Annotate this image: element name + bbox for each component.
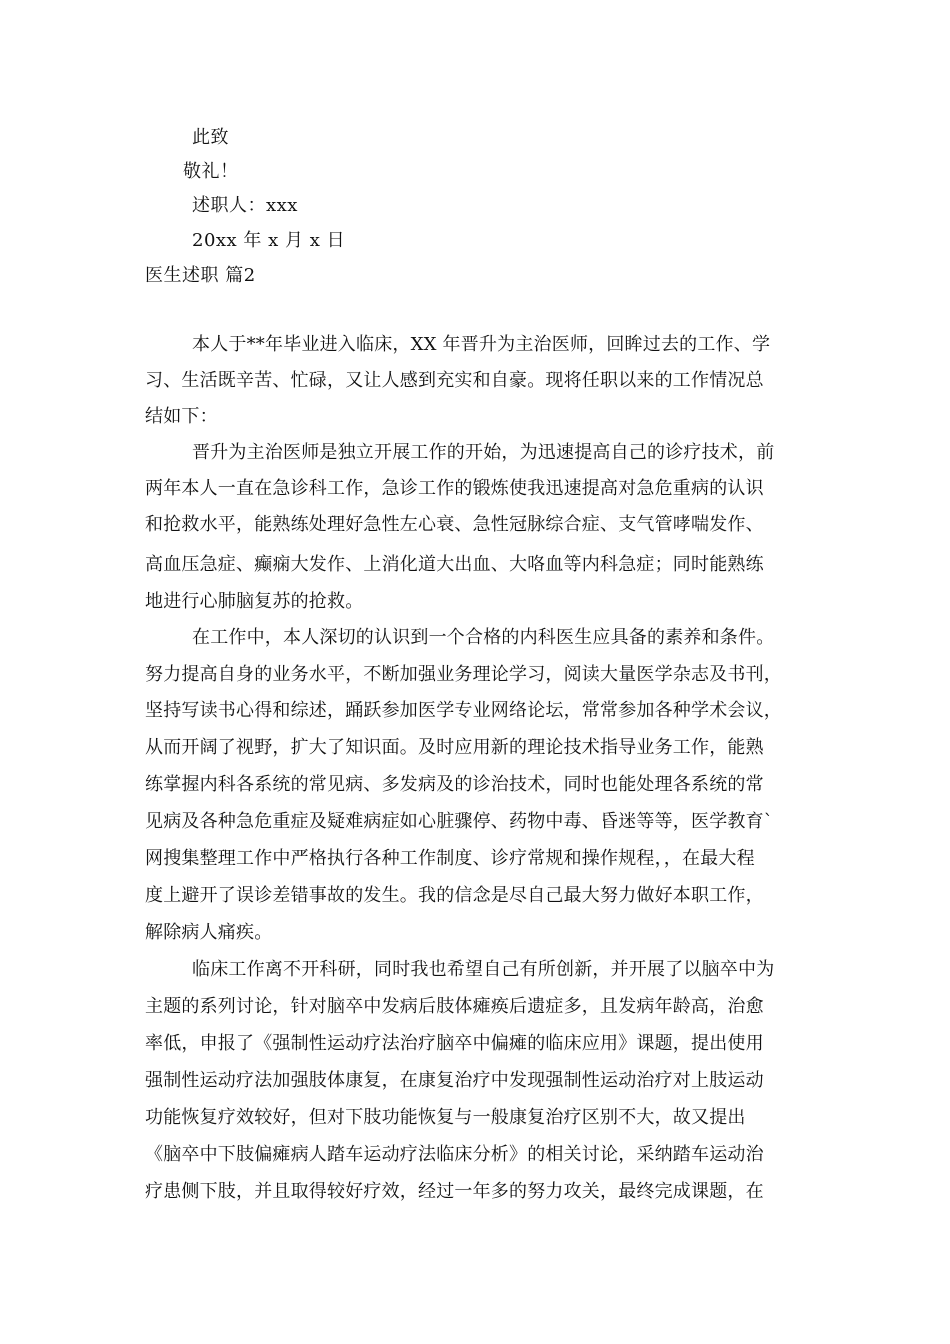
body-line: 《脑卒中下肢偏瘫病人踏车运动疗法临床分析》的相关讨论，采纳踏车运动治: [145, 1144, 764, 1165]
body-line: 结如下：: [145, 406, 218, 427]
body-line: 从而开阔了视野，扩大了知识面。及时应用新的理论技术指导业务工作，能熟: [145, 737, 764, 758]
body-line: 习、生活既辛苦、忙碌，又让人感到充实和自豪。现将任职以来的工作情况总: [145, 370, 764, 391]
body-line: 在工作中，本人深切的认识到一个合格的内科医生应具备的素养和条件。: [192, 627, 775, 648]
closing-jingli: 敬礼！: [183, 161, 239, 182]
closing-author: 述职人：xxx: [192, 195, 298, 216]
body-line: 地进行心肺脑复苏的抢救。: [145, 591, 364, 612]
closing-cizhi: 此致: [192, 127, 229, 148]
body-line: 见病及各种急危重症及疑难病症如心脏骤停、药物中毒、昏迷等等，医学教育`: [145, 811, 773, 832]
body-line: 和抢救水平，能熟练处理好急性左心衰、急性冠脉综合症、支气管哮喘发作、: [145, 514, 764, 535]
body-line: 主题的系列讨论，针对脑卒中发病后肢体瘫痪后遗症多，且发病年龄高，治愈: [145, 996, 764, 1017]
closing-date: 20xx 年 x 月 x 日: [192, 230, 346, 251]
body-line: 网搜集整理工作中严格执行各种工作制度、诊疗常规和操作规程，，在最大程: [145, 848, 755, 869]
body-line: 解除病人痛疾。: [145, 922, 273, 943]
section-heading: 医生述职 篇2: [145, 265, 256, 286]
body-line: 坚持写读书心得和综述，踊跃参加医学专业网络论坛，常常参加各种学术会议，: [145, 700, 782, 721]
body-line: 率低，申报了《强制性运动疗法治疗脑卒中偏瘫的临床应用》课题，提出使用: [145, 1033, 764, 1054]
body-line: 临床工作离不开科研，同时我也希望自己有所创新，并开展了以脑卒中为: [192, 959, 775, 980]
body-line: 努力提高自身的业务水平，不断加强业务理论学习，阅读大量医学杂志及书刊，: [145, 664, 782, 685]
body-line: 练掌握内科各系统的常见病、多发病及的诊治技术，同时也能处理各系统的常: [145, 774, 764, 795]
body-line: 两年本人一直在急诊科工作，急诊工作的锻炼使我迅速提高对急危重病的认识: [145, 478, 764, 499]
body-line: 强制性运动疗法加强肢体康复，在康复治疗中发现强制性运动治疗对上肢运动: [145, 1070, 764, 1091]
body-line: 高血压急症、癫痫大发作、上消化道大出血、大咯血等内科急症；同时能熟练: [145, 554, 764, 575]
body-line: 本人于**年毕业进入临床，XX 年晋升为主治医师，回眸过去的工作、学: [192, 334, 771, 355]
body-line: 疗患侧下肢，并且取得较好疗效，经过一年多的努力攻关，最终完成课题，在: [145, 1181, 764, 1202]
body-line: 晋升为主治医师是独立开展工作的开始，为迅速提高自己的诊疗技术，前: [192, 442, 775, 463]
body-line: 功能恢复疗效较好，但对下肢功能恢复与一般康复治疗区别不大，故又提出: [145, 1107, 746, 1128]
body-line: 度上避开了误诊差错事故的发生。我的信念是尽自己最大努力做好本职工作，: [145, 885, 764, 906]
